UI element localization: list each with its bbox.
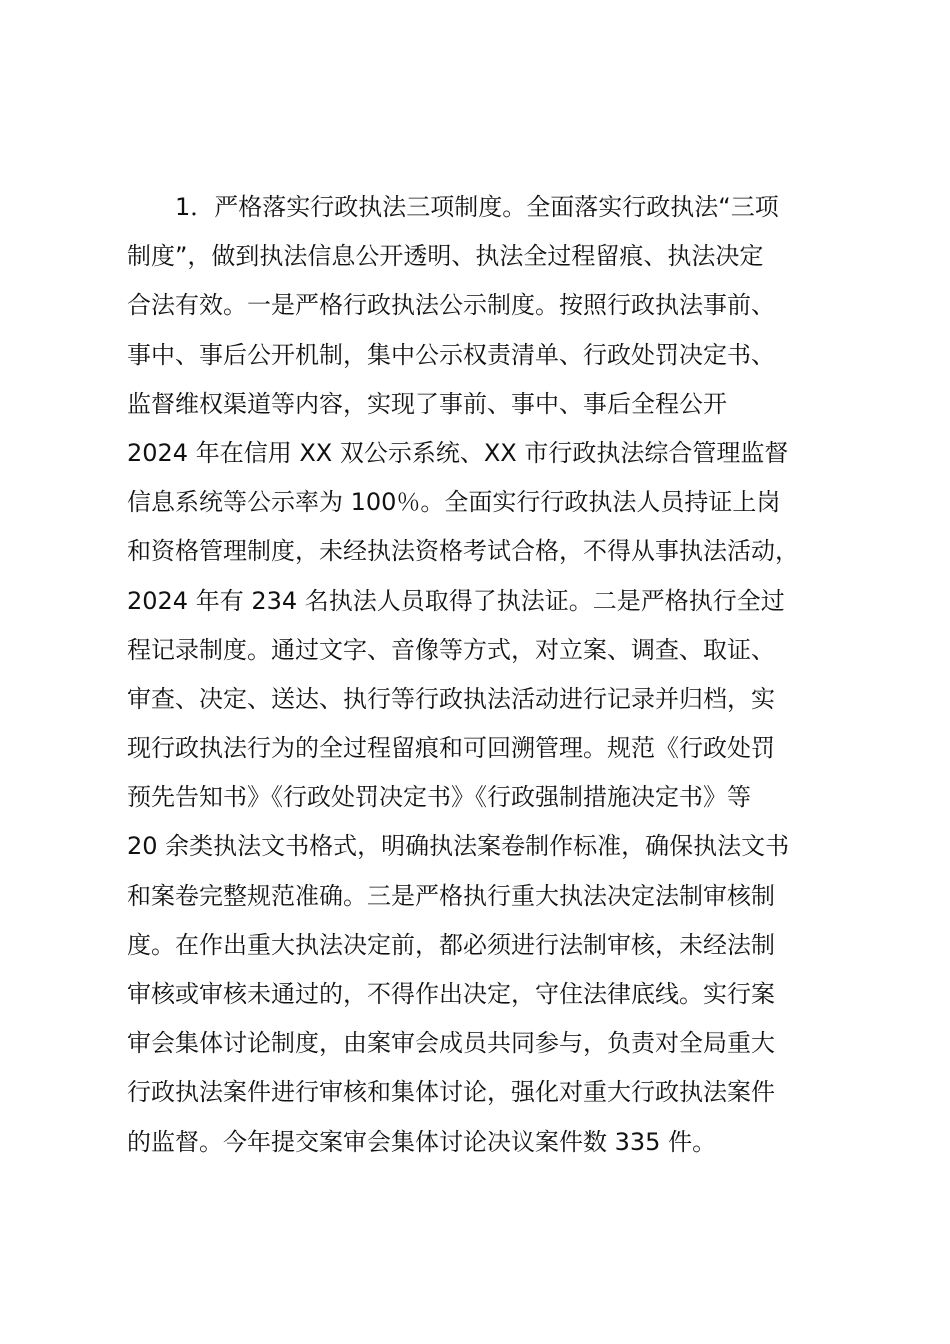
paragraph-line: 审核或审核未通过的，不得作出决定，守住法律底线。实行案 (127, 980, 775, 1008)
paragraph-line: 2024 年有 234 名执法人员取得了执法证。二是严格执行全过 (127, 586, 785, 615)
paragraph-line: 制度”，做到执法信息公开透明、执法全过程留痕、执法决定 (127, 242, 764, 271)
paragraph-line: 度。在作出重大执法决定前，都必须进行法制审核，未经法制 (127, 930, 775, 959)
paragraph-line: 预先告知书》《行政处罚决定书》《行政强制措施决定书》等 (127, 783, 751, 812)
paragraph-line: 审查、决定、送达、执行等行政执法活动进行记录并归档，实 (127, 684, 775, 713)
paragraph-line: 事中、事后公开机制，集中公示权责清单、行政处罚决定书、 (127, 340, 775, 369)
paragraph-line: 1．严格落实行政执法三项制度。全面落实行政执法“三项 (175, 193, 779, 221)
paragraph-line: 现行政执法行为的全过程留痕和可回溯管理。规范《行政处罚 (127, 734, 775, 763)
paragraph-line: 监督维权渠道等内容，实现了事前、事中、事后全程公开 (127, 389, 727, 418)
paragraph-line: 的监督。今年提交案审会集体讨论决议案件数 335 件。 (127, 1127, 717, 1156)
paragraph-line: 程记录制度。通过文字、音像等方式，对立案、调查、取证、 (127, 635, 775, 664)
paragraph-line: 20 余类执法文书格式，明确执法案卷制作标准，确保执法文书 (127, 832, 790, 861)
paragraph-line: 2024 年在信用 XX 双公示系统、XX 市行政执法综合管理监督 (127, 438, 789, 467)
body-paragraph (127, 183, 847, 1167)
paragraph-line: 和案卷完整规范准确。三是严格执行重大执法决定法制审核制 (127, 881, 775, 910)
paragraph-line: 审会集体讨论制度，由案审会成员共同参与，负责对全局重大 (127, 1029, 775, 1058)
paragraph-line: 和资格管理制度，未经执法资格考试合格，不得从事执法活动， (127, 537, 799, 566)
paragraph-line: 信息系统等公示率为 100％。全面实行行政执法人员持证上岗 (127, 488, 781, 517)
paragraph-line: 行政执法案件进行审核和集体讨论，强化对重大行政执法案件 (127, 1078, 775, 1107)
paragraph-line: 合法有效。一是严格行政执法公示制度。按照行政执法事前、 (127, 291, 775, 320)
